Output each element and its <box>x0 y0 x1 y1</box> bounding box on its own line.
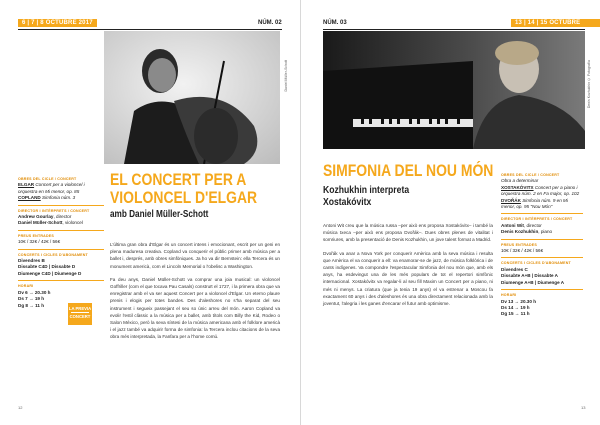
schedule-time: 19 h <box>34 296 45 302</box>
work-title: Concert per a violoncel i orquestra en Mi menor, op. 85 <box>18 182 85 194</box>
right-sidebar: OBRES DEL CICLE / CONCERT Obra a determinar XOSTAKÓVITX Concert per a piano i orquestra núm. 2 en Fa major, op. 102 DVOŘÁK Simfonia núm. 9 en Mi menor, op. 95 "Nou Món" DIRECTOR I INTÈRPRETS / CONCERT Antoni Wit, director Denis Kozhukhin, piano PREUS ENTRADES 10€ / 32€ / 42€ / 56€ CONCERTS I CICLES D'ABONAMENT Divendres C Dissabte A+B | Dissabte A Diumenge A+B | Diumenge A HORARI Dv 13 → 20.30 h Ds 14 → 19 h Dg 15 → 11 h <box>501 170 583 318</box>
subtitle-line: Kozhukhin interpreta <box>323 184 410 196</box>
work-title: Concert per a piano i orquestra núm. 2 en Fa major, op. 102 <box>501 184 580 197</box>
series-item: Diumenge C4D | Diumenge D <box>18 270 82 276</box>
right-page <box>300 0 600 425</box>
article-body <box>110 241 280 347</box>
soloist-name: Daniel Müller-Schott <box>18 220 63 226</box>
schedule-time: 11 h <box>35 302 45 308</box>
body-paragraph: Dvořák va anar a Nova York per conquerir Amèrica amb la seva música i resulta que Amèrica el va conquerir a ell: va enamorar-se de jazz, de música folklòrica i de cants indígenes. Va compondre l'espectacular Simfonia del nou món que, amb els anys, ha esdevingut una de les més populars de tot el repertori simfònic internacional. Xostakóvitx va regalar-li al seu fill Maxim un Concert per a piano, ni més ni menys. La criatura (que ja tenia 19 anys) el va estrenar a Moscou fa exactament 60 anys i des d'aleshores és una obra directament relacionada amb la joventut, l'alegria i les ganes d'encarar el futur amb optimisme. <box>323 250 493 307</box>
page-number: 12 <box>18 405 23 410</box>
divider <box>18 230 104 231</box>
body-paragraph: Fa deu anys, Daniel Müller-Schott va comprar una joia musical: un violoncel Goffriller (com el que tocava Pau Casals) construït el 1727, i la primera obra que va enregistrar amb el va ser aquest Concert per a violoncel d'Elgar. Un eterno plaure prenis i elogis per totes bandes. Des d'aleshores no s'ha separat del seu instrument i segueix passejant el seu so únic arreu del món. Aaron Copland va evolir l'estil clàssic a la música per a ballet, amb títols com Billy the Kid, Rodeo o Salon México, però la seva síntesi de la música americana amb el folklore americà i el jazz també va adquirir forma de simfonia: la Tercera inclou citacions de la seva obra més interpretada, la Fanfara per a l'home comú. <box>110 276 280 340</box>
works-label: OBRES DEL CICLE / CONCERT <box>18 177 77 181</box>
soloist-name: Denis Kozhukhin <box>501 229 539 235</box>
series-label: CONCERTS I CICLES D'ABONAMENT <box>501 261 571 266</box>
composer-name: COPLAND <box>18 195 41 201</box>
cellist-photo <box>104 31 280 164</box>
page-number: 13 <box>581 405 586 410</box>
series-item: Dissabte C4D | Dissabte D <box>18 264 76 270</box>
prices: 10€ / 32€ / 42€ / 56€ <box>18 239 61 245</box>
header-rule <box>18 29 282 30</box>
left-sidebar: OBRES DEL CICLE / CONCERT ELGAR Concert per a violoncel i orquestra en Mi menor, op. 85 COPLAND Simfonia núm. 3 DIRECTOR I INTÈRPRETS / CONCERT Andrew Gourlay, director Daniel Müller-Schott, violoncel PREUS ENTRADES 10€ / 32€ / 42€ / 56€ CONCERTS I CICLES D'ABONAMENT Divendres B Dissabte C4D | Dissabte D Diumenge C4D | Diumenge D HORARI Dv 6 → 20.30 h Ds 7 → 19 h Dg 8 → 11 h <box>18 174 104 309</box>
director-role: director <box>526 222 542 228</box>
schedule-time: 20.30 h <box>34 289 51 295</box>
schedule-time: 19 h <box>520 304 530 310</box>
divider <box>501 239 583 240</box>
series-item: Divendres C <box>501 266 528 272</box>
photo-credit: Daniel Müller-Schott <box>284 60 288 92</box>
performers-label: DIRECTOR I INTÈRPRETS / CONCERT <box>18 208 90 213</box>
composer-name: DVOŘÁK <box>501 197 521 203</box>
badge-line: LA PREVIA <box>68 306 92 311</box>
issue-number: NÚM. 03 <box>323 20 347 26</box>
schedule-time: 11 h <box>520 311 530 317</box>
divider <box>501 213 583 214</box>
soloist-role: piano <box>540 229 553 235</box>
prices-label: PREUS ENTRADES <box>501 242 537 247</box>
divider <box>18 280 104 281</box>
work-title: Simfonia núm. 3 <box>42 195 76 201</box>
subtitle-line: Xostakóvitx <box>323 196 372 208</box>
composer-name: ELGAR <box>18 182 35 188</box>
soloist-role: violoncel <box>64 220 83 226</box>
work-title: Simfonia núm. 9 en Mi menor, op. 95 "Nou Món" <box>501 197 568 210</box>
composer-name: XOSTAKÓVITX <box>501 184 534 190</box>
divider <box>501 289 583 290</box>
divider <box>18 249 104 250</box>
director-name: Antoni Wit <box>501 222 524 228</box>
prices: 10€ / 32€ / 42€ / 56€ <box>501 248 544 254</box>
body-paragraph: Antoni Wit creu que la música russa –per això ens proposa Xostakóvitx– i també la música txeca –per això ens proposa Dvořák–. Dues obres plenes de vitalitat i somriures, amb la presentació de Denis Kozhukhin, un jove talent format a Madrid. <box>323 223 493 243</box>
director-role: director <box>56 214 72 220</box>
works-label: OBRES DEL CICLE / CONCERT <box>501 173 560 177</box>
schedule-label: HORARI <box>18 284 34 289</box>
badge-rule <box>71 312 89 313</box>
date-bar: 6 | 7 | 8 OCTUBRE 2017 <box>18 19 97 27</box>
article-subtitle: amb Daniel Müller-Schott <box>110 209 209 220</box>
schedule-label: HORARI <box>501 293 517 298</box>
schedule-time: 20.30 h <box>520 298 536 304</box>
series-item: Diumenge A+B | Diumenge A <box>501 279 565 285</box>
header-rule <box>323 29 585 30</box>
badge-line: CONCERT <box>69 314 91 319</box>
title-line: EL CONCERT PER A <box>110 170 247 189</box>
director-name: Andrew Gourlay <box>18 214 54 220</box>
work-title: Obra a determinar <box>501 178 539 184</box>
divider <box>18 205 104 206</box>
prices-label: PREUS ENTRADES <box>18 233 54 238</box>
photo-credit: Denis Kozhukhin © Fotografía <box>587 60 591 109</box>
article-subtitle <box>323 184 409 208</box>
schedule-day: Dv 6 <box>18 289 28 295</box>
issue-number: NÚM. 02 <box>258 20 282 26</box>
date-bar: 13 | 14 | 15 OCTUBRE <box>511 19 600 27</box>
schedule-day: Dg 15 <box>501 311 514 317</box>
article-title <box>110 171 257 207</box>
body-paragraph: L'última gran obra d'Elgar és un concert intens i emocionant, escrit per un geni en plena maduresa creativa. Copland va conquerir el públic primer amb música per a ballet i, després, amb obres simfòniques. Ja ho va dir Bernstein: ella Tercera és un monument americà, com el Lincoln Memorial o l'obelisc a Washington. <box>110 242 280 269</box>
schedule-day: Dg 8 <box>18 302 28 308</box>
performers-label: DIRECTOR I INTÈRPRETS / CONCERT <box>501 217 573 222</box>
schedule-day: Dv 13 <box>501 298 514 304</box>
schedule-day: Ds 7 <box>18 296 28 302</box>
pianist-photo <box>323 31 585 149</box>
series-label: CONCERTS I CICLES D'ABONAMENT <box>18 252 88 257</box>
article-title: SIMFONIA DEL NOU MÓN <box>323 161 494 180</box>
series-item: Dissabte A+B | Dissabte A <box>501 273 558 279</box>
divider <box>501 257 583 258</box>
previa-badge[interactable] <box>68 303 92 325</box>
title-line: VIOLONCEL D'ELGAR <box>110 188 258 207</box>
article-body <box>323 222 493 313</box>
schedule-day: Ds 14 <box>501 304 514 310</box>
series-item: Divendres B <box>18 258 45 264</box>
